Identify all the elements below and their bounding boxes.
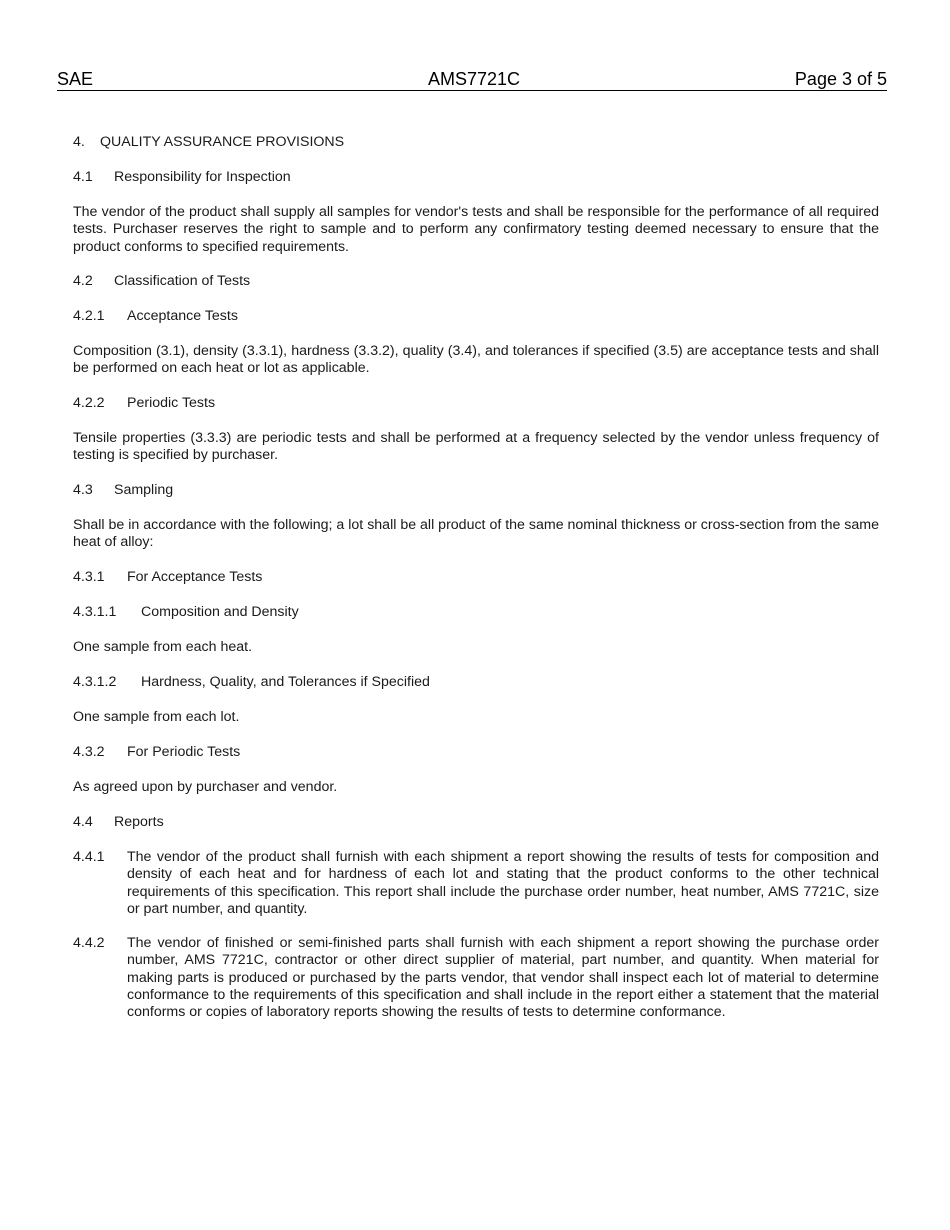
paragraph-4-3-2: As agreed upon by purchaser and vendor. bbox=[73, 779, 338, 795]
paragraph-4-2-1: Composition (3.1), density (3.3.1), hardness (3.3.2), quality (3.4), and tolerances if specified (3.5) are acceptance tests and shall be performed on each heat or lot as applicable. bbox=[73, 343, 879, 377]
item-text: The vendor of finished or semi-finished parts shall furnish with each shipment a report showing the purchase order number, AMS 7721C, contractor or other direct supplier of material, part number, and quantity. When material for making parts is produced or purchased by the parts vendor, that vendor shall inspect each lot of material to determine conformance to the requirements of this specification and shall include in the report either a statement that the material conforms or copies of laboratory reports showing the results of tests to determine conformance. bbox=[127, 935, 879, 1021]
paragraph-4-3-1-2: One sample from each lot. bbox=[73, 709, 240, 725]
paragraph-4-3: Shall be in accordance with the following; a lot shall be all product of the same nominal thickness or cross-section from the same heat of alloy: bbox=[73, 517, 879, 551]
item-text: The vendor of the product shall furnish with each shipment a report showing the results of tests for composition and density of each heat and for hardness of each lot and stating that the product conforms to the other technical requirements of this specification. This report shall include the purchase order number, heat number, AMS 7721C, size or part number, and quantity. bbox=[127, 849, 879, 917]
section-number: 4.2.2 bbox=[73, 395, 105, 411]
paragraph-4-1: The vendor of the product shall supply all samples for vendor's tests and shall be responsible for the performance of all required tests. Purchaser reserves the right to sample and to perform any confirmatory testing deemed necessary to ensure that the product conforms to specified requirements. bbox=[73, 204, 879, 255]
section-title: QUALITY ASSURANCE PROVISIONS bbox=[100, 134, 345, 150]
paragraph-4-3-1-1: One sample from each heat. bbox=[73, 639, 253, 655]
section-number: 4.3.1 bbox=[73, 569, 105, 585]
section-title: For Periodic Tests bbox=[127, 744, 241, 760]
section-number: 4. bbox=[73, 134, 85, 150]
item-number: 4.4.1 bbox=[73, 849, 105, 865]
section-title: Reports bbox=[114, 814, 164, 830]
item-number: 4.4.2 bbox=[73, 935, 105, 951]
section-number: 4.1 bbox=[73, 169, 93, 185]
section-number: 4.3.1.1 bbox=[73, 604, 117, 620]
section-title: Periodic Tests bbox=[127, 395, 216, 411]
section-number: 4.2.1 bbox=[73, 308, 105, 324]
section-title: For Acceptance Tests bbox=[127, 569, 263, 585]
section-number: 4.3.2 bbox=[73, 744, 105, 760]
section-number: 4.2 bbox=[73, 273, 93, 289]
section-title: Responsibility for Inspection bbox=[114, 169, 291, 185]
section-title: Composition and Density bbox=[141, 604, 299, 620]
section-title: Classification of Tests bbox=[114, 273, 251, 289]
section-title: Sampling bbox=[114, 482, 174, 498]
section-number: 4.4 bbox=[73, 814, 93, 830]
header-page-number: Page 3 of 5 bbox=[794, 69, 887, 89]
paragraph-4-2-2: Tensile properties (3.3.3) are periodic tests and shall be performed at a frequency selected by the vendor unless frequency of testing is specified by purchaser. bbox=[73, 430, 879, 464]
header-org: SAE bbox=[57, 69, 94, 89]
section-title: Acceptance Tests bbox=[127, 308, 238, 324]
section-number: 4.3.1.2 bbox=[73, 674, 117, 690]
section-number: 4.3 bbox=[73, 482, 93, 498]
section-title: Hardness, Quality, and Tolerances if Specified bbox=[141, 674, 430, 690]
page-header bbox=[57, 68, 887, 91]
header-doc-number: AMS7721C bbox=[428, 69, 521, 89]
